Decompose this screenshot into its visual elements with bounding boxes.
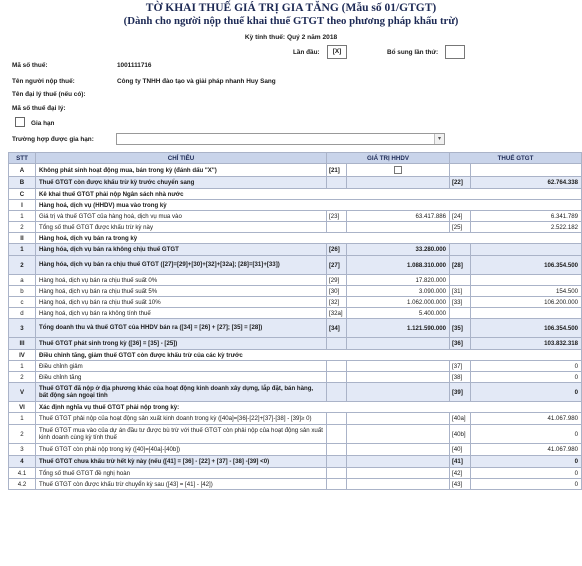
row-value	[347, 372, 450, 383]
row-code-tax	[450, 244, 471, 256]
row-tax: 62.764.338	[471, 177, 582, 189]
row-code-value	[327, 361, 347, 372]
table-row	[9, 177, 582, 189]
row-desc: Thuế GTGT còn phải nộp trong kỳ ([40]=[40a]-[40b])	[36, 444, 327, 456]
row-code-value	[327, 468, 347, 479]
row-desc: Hàng hóa, dịch vụ bán ra chịu thuế GTGT ([27]=[29]+[30]+[32]+[32a]; [28]=[31]+[33])	[36, 256, 327, 275]
row-tax: 106.354.500	[471, 256, 582, 275]
row-value	[347, 164, 450, 177]
table-row	[9, 402, 582, 413]
row-stt: 2	[9, 256, 36, 275]
row-code-tax: [22]	[450, 177, 471, 189]
table-row	[9, 372, 582, 383]
table-row	[9, 200, 582, 211]
row-desc: Giá trị và thuế GTGT của hàng hoá, dịch vụ mua vào	[36, 211, 327, 222]
row-code-tax: [25]	[450, 222, 471, 233]
row-tax: 0	[471, 372, 582, 383]
chevron-down-icon[interactable]: ▾	[434, 134, 444, 144]
row-value	[347, 361, 450, 372]
row-desc: Hàng hoá, dịch vụ (HHDV) mua vào trong kỳ	[36, 200, 582, 211]
row-tax: 106.200.000	[471, 297, 582, 308]
row-value	[347, 222, 450, 233]
row-stt: I	[9, 200, 36, 211]
row-desc: Hàng hoá, dịch vụ bán ra chịu thuế suất 10%	[36, 297, 327, 308]
row-stt: 4	[9, 456, 36, 468]
row-code-value	[327, 479, 347, 490]
row-desc: Hàng hoá, dịch vụ bán ra không tính thuế	[36, 308, 327, 319]
row-code-value: [30]	[327, 286, 347, 297]
row-value	[347, 383, 450, 402]
row-stt: 2	[9, 222, 36, 233]
row-tax: 154.500	[471, 286, 582, 297]
row-desc: Thuế GTGT phải nộp của hoạt động sản xuất kinh doanh trong kỳ ([40a]=[36]-[22]+[37]-[38] - [39]≥ 0)	[36, 413, 327, 425]
row-code-tax	[450, 164, 471, 177]
ten-nnt-label: Tên người nộp thuế:	[12, 78, 75, 85]
row-tax: 0	[471, 479, 582, 490]
row-value	[347, 456, 450, 468]
row-code-tax: [28]	[450, 256, 471, 275]
bo-sung-label: Bổ sung lần thứ:	[387, 49, 439, 56]
row-desc: Không phát sinh hoạt động mua, bán trong kỳ (đánh dấu "X")	[36, 164, 327, 177]
row-stt: 1	[9, 361, 36, 372]
row-desc: Điều chỉnh tăng, giảm thuế GTGT còn được khấu trừ của các kỳ trước	[36, 350, 582, 361]
row-stt: 2	[9, 372, 36, 383]
row-stt: 2	[9, 425, 36, 444]
row-tax: 0	[471, 468, 582, 479]
row-code-value	[327, 372, 347, 383]
row-stt: A	[9, 164, 36, 177]
row-value	[347, 468, 450, 479]
row-code-tax: [38]	[450, 372, 471, 383]
row-stt: c	[9, 297, 36, 308]
row-stt: a	[9, 275, 36, 286]
table-row	[9, 189, 582, 200]
table-row	[9, 444, 582, 456]
row-value	[347, 338, 450, 350]
table-row	[9, 425, 582, 444]
row-code-value	[327, 444, 347, 456]
row-code-value	[327, 383, 347, 402]
row-desc: Hàng hoá, dịch vụ bán ra chịu thuế suất 0%	[36, 275, 327, 286]
table-row	[9, 413, 582, 425]
table-row	[9, 350, 582, 361]
row-code-tax: [39]	[450, 383, 471, 402]
row-desc: Xác định nghĩa vụ thuế GTGT phải nộp trong kỳ:	[36, 402, 582, 413]
row-stt: 1	[9, 211, 36, 222]
table-row	[9, 297, 582, 308]
row-code-value	[327, 413, 347, 425]
row-code-tax: [40a]	[450, 413, 471, 425]
truong-hop-select[interactable]	[116, 133, 445, 145]
row-value	[347, 479, 450, 490]
row-desc: Thuế GTGT mua vào của dự án đầu tư được bù trừ với thuế GTGT còn phải nộp của hoạt động sản xuất kinh doanh cùng kỳ tính thuế	[36, 425, 327, 444]
row-code-value	[327, 222, 347, 233]
row-tax	[471, 308, 582, 319]
row-tax: 41.067.980	[471, 413, 582, 425]
row-tax	[471, 244, 582, 256]
row-desc: Thuế GTGT đã nộp ở địa phương khác của hoạt động kinh doanh xây dựng, lắp đặt, bán hàng, bất động sản ngoại tỉnh	[36, 383, 327, 402]
tax-table	[8, 152, 582, 490]
row-code-value: [32a]	[327, 308, 347, 319]
table-row	[9, 383, 582, 402]
bo-sung-input[interactable]	[445, 45, 465, 59]
row-stt: 3	[9, 319, 36, 338]
row-stt: 4.2	[9, 479, 36, 490]
row-stt: C	[9, 189, 36, 200]
row-code-tax: [40b]	[450, 425, 471, 444]
ma-dai-ly-label: Mã số thuế đại lý:	[12, 105, 66, 112]
table-row	[9, 456, 582, 468]
row-code-tax: [36]	[450, 338, 471, 350]
ma-so-thue-label: Mã số thuế:	[12, 62, 48, 69]
row-tax: 0	[471, 425, 582, 444]
row-code-tax: [41]	[450, 456, 471, 468]
table-row	[9, 361, 582, 372]
row-value	[347, 413, 450, 425]
row-stt: 3	[9, 444, 36, 456]
row-stt: b	[9, 286, 36, 297]
table-row	[9, 244, 582, 256]
row-desc: Tổng doanh thu và thuế GTGT của HHDV bán ra ([34] = [26] + [27]; [35] = [28])	[36, 319, 327, 338]
row-code-value: [34]	[327, 319, 347, 338]
row-code-tax: [33]	[450, 297, 471, 308]
row-code-tax	[450, 275, 471, 286]
row-value: 3.090.000	[347, 286, 450, 297]
row-code-value: [32]	[327, 297, 347, 308]
row-value: 33.280.000	[347, 244, 450, 256]
row-stt: B	[9, 177, 36, 189]
row-code-value	[327, 425, 347, 444]
row-stt: V	[9, 383, 36, 402]
row-value: 1.121.590.000	[347, 319, 450, 338]
table-row	[9, 468, 582, 479]
row-desc: Thuế GTGT còn được khấu trừ kỳ trước chuyển sang	[36, 177, 327, 189]
row-tax: 0	[471, 456, 582, 468]
row-code-value	[327, 177, 347, 189]
table-row	[9, 233, 582, 244]
tax-period	[0, 34, 582, 41]
row-desc: Thuế GTGT chưa khấu trừ hết kỳ này (nếu ([41] = [36] - [22] + [37] - [38] -[39] <0)	[36, 456, 327, 468]
row-code-tax: [24]	[450, 211, 471, 222]
header-thue: THUẾ GTGT	[450, 153, 582, 164]
no-activity-checkbox[interactable]	[394, 166, 402, 174]
row-desc: Hàng hoá, dịch vụ bán ra trong kỳ	[36, 233, 582, 244]
row-value	[347, 425, 450, 444]
row-desc: Tổng số thuế GTGT đề nghị hoàn	[36, 468, 327, 479]
truong-hop-label: Trường hợp được gia hạn:	[12, 136, 94, 143]
row-code-tax	[450, 308, 471, 319]
table-row	[9, 222, 582, 233]
row-stt: d	[9, 308, 36, 319]
row-value	[347, 444, 450, 456]
row-tax: 106.354.500	[471, 319, 582, 338]
row-stt: 1	[9, 413, 36, 425]
row-value: 63.417.886	[347, 211, 450, 222]
row-value: 5.400.000	[347, 308, 450, 319]
header-stt: STT	[9, 153, 36, 164]
row-tax: 0	[471, 361, 582, 372]
gia-han-checkbox[interactable]	[15, 117, 25, 127]
row-value: 1.062.000.000	[347, 297, 450, 308]
table-row	[9, 319, 582, 338]
row-tax: 41.067.980	[471, 444, 582, 456]
table-row	[9, 479, 582, 490]
row-tax: 6.341.789	[471, 211, 582, 222]
row-stt: VI	[9, 402, 36, 413]
row-code-tax: [43]	[450, 479, 471, 490]
row-tax: 0	[471, 383, 582, 402]
table-row	[9, 164, 582, 177]
row-tax	[471, 164, 582, 177]
row-stt: II	[9, 233, 36, 244]
lan-dau-label: Lần đầu:	[293, 49, 320, 56]
row-code-tax: [35]	[450, 319, 471, 338]
row-value	[347, 177, 450, 189]
row-desc: Hàng hóa, dịch vụ bán ra không chịu thuế GTGT	[36, 244, 327, 256]
row-desc: Kê khai thuế GTGT phải nộp Ngân sách nhà nước	[36, 189, 582, 200]
row-code-tax: [40]	[450, 444, 471, 456]
row-code-value: [23]	[327, 211, 347, 222]
tax-period-value: Quý 2 năm 2018	[286, 34, 338, 41]
table-row	[9, 211, 582, 222]
form-title: TỜ KHAI THUẾ GIÁ TRỊ GIA TĂNG (Mẫu số 01/GTGT)	[145, 2, 437, 14]
row-desc: Hàng hoá, dịch vụ bán ra chịu thuế suất 5%	[36, 286, 327, 297]
row-code-value: [29]	[327, 275, 347, 286]
row-stt: 4.1	[9, 468, 36, 479]
row-desc: Điều chỉnh tăng	[36, 372, 327, 383]
row-stt: IV	[9, 350, 36, 361]
table-row	[9, 338, 582, 350]
ma-so-thue-value: 1001111716	[117, 62, 152, 69]
table-row	[9, 275, 582, 286]
table-row	[9, 256, 582, 275]
row-desc: Điều chỉnh giảm	[36, 361, 327, 372]
row-value: 1.088.310.000	[347, 256, 450, 275]
row-code-value: [27]	[327, 256, 347, 275]
ten-dai-ly-label: Tên đại lý thuế (nếu có):	[12, 91, 86, 98]
row-code-tax: [31]	[450, 286, 471, 297]
row-code-tax: [42]	[450, 468, 471, 479]
row-desc: Thuế GTGT phát sinh trong kỳ ([36] = [35] - [25])	[36, 338, 327, 350]
table-row	[9, 286, 582, 297]
row-desc: Tổng số thuế GTGT được khấu trừ kỳ này	[36, 222, 327, 233]
gia-han-label: Gia hạn	[31, 120, 55, 127]
lan-dau-box[interactable]: [X]	[327, 45, 347, 59]
row-code-value: [26]	[327, 244, 347, 256]
row-stt: 1	[9, 244, 36, 256]
table-row	[9, 308, 582, 319]
tax-period-label: Kỳ tính thuế:	[244, 34, 286, 41]
row-code-value	[327, 338, 347, 350]
row-tax: 2.522.182	[471, 222, 582, 233]
row-tax: 103.832.318	[471, 338, 582, 350]
ten-nnt-value: Công ty TNHH đào tạo và giải pháp nhanh Huy Sang	[117, 78, 276, 85]
row-code-value	[327, 456, 347, 468]
row-tax	[471, 275, 582, 286]
row-desc: Thuế GTGT còn được khấu trừ chuyển kỳ sau ([43] = [41] - [42])	[36, 479, 327, 490]
row-value: 17.820.000	[347, 275, 450, 286]
row-stt: III	[9, 338, 36, 350]
header-chi-tieu: CHỈ TIÊU	[36, 153, 327, 164]
form-subtitle: (Dành cho người nộp thuế khai thuế GTGT theo phương pháp khấu trừ)	[123, 15, 459, 27]
table-header-row	[9, 153, 582, 164]
row-code-tax: [37]	[450, 361, 471, 372]
header-gia-tri: GIÁ TRỊ HHDV	[327, 153, 450, 164]
row-code-value: [21]	[327, 164, 347, 177]
